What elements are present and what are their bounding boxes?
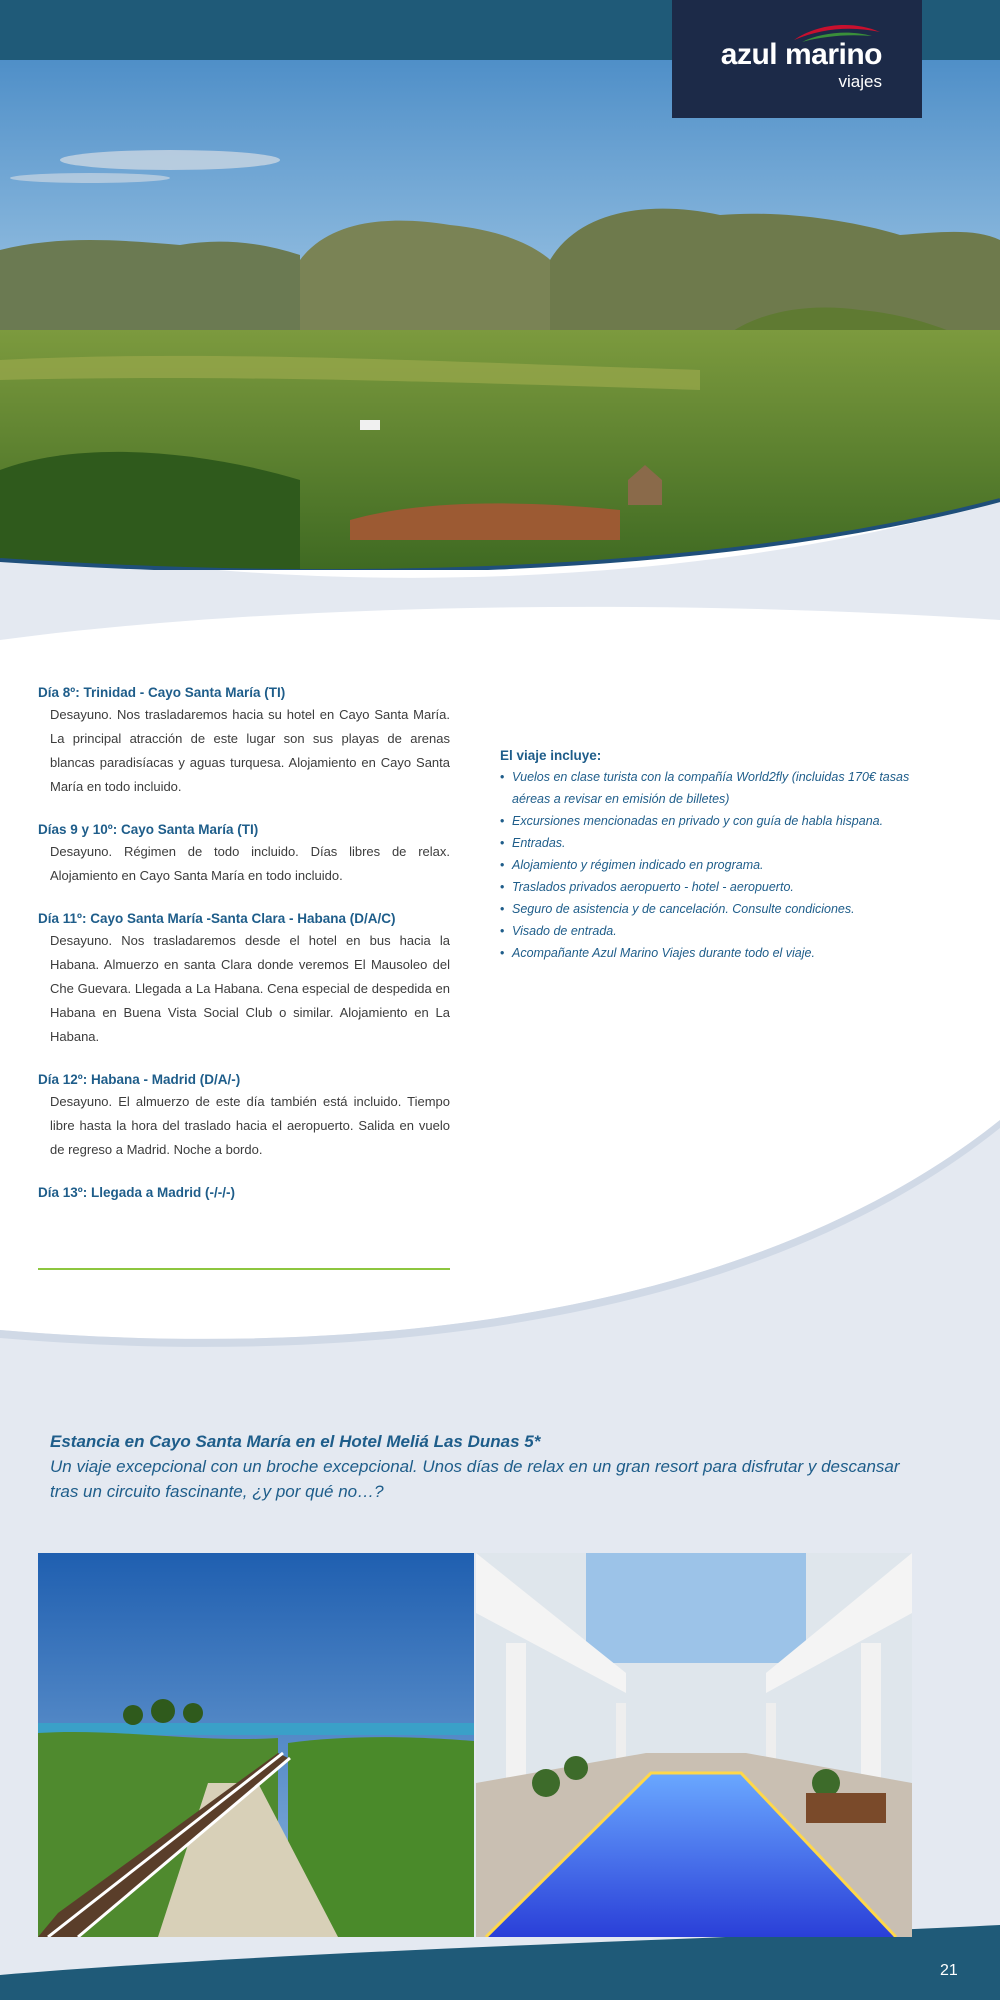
includes-title: El viaje incluye: bbox=[500, 748, 602, 763]
stay-section bbox=[50, 1430, 930, 1504]
includes-list bbox=[500, 766, 914, 964]
itinerary-day bbox=[38, 1183, 450, 1203]
stay-title: Estancia en Cayo Santa María en el Hotel Meliá Las Dunas 5* bbox=[50, 1432, 541, 1451]
resort-pool-image bbox=[476, 1553, 912, 1937]
includes-item: • Vuelos en clase turista con la compañía World2fly (incluidas 170€ tasas aéreas a revisar en emisión de billetes) bbox=[500, 766, 914, 810]
includes-item: • Entradas. bbox=[500, 832, 914, 854]
brand-name: azul marino bbox=[720, 38, 882, 71]
includes-item: • Acompañante Azul Marino Viajes durante todo el viaje. bbox=[500, 942, 914, 964]
green-divider bbox=[38, 1268, 450, 1270]
itinerary-day bbox=[38, 683, 450, 799]
beach-boardwalk-image bbox=[38, 1553, 474, 1937]
day-title: Día 12º: Habana - Madrid (D/A/-) bbox=[38, 1072, 241, 1087]
brand-sub: viajes bbox=[838, 72, 882, 91]
itinerary-day bbox=[38, 1070, 450, 1162]
includes-item: • Seguro de asistencia y de cancelación. Consulte condiciones. bbox=[500, 898, 914, 920]
includes-item: • Visado de entrada. bbox=[500, 920, 914, 942]
brand-logo[interactable] bbox=[672, 0, 922, 118]
itinerary-day bbox=[38, 909, 450, 1049]
day-body: Desayuno. Régimen de todo incluido. Días libres de relax. Alojamiento en Cayo Santa María en todo incluido. bbox=[50, 844, 450, 883]
itinerary-column bbox=[38, 683, 450, 1224]
includes-column bbox=[500, 746, 914, 964]
day-title: Día 11º: Cayo Santa María -Santa Clara - Habana (D/A/C) bbox=[38, 911, 396, 926]
stay-body: Un viaje excepcional con un broche excepcional. Unos días de relax en un gran resort para disfrutar y descansar tras un circuito fascinante, ¿y por qué no…? bbox=[50, 1457, 900, 1501]
page-number: 21 bbox=[940, 1962, 958, 1979]
includes-item: • Excursiones mencionadas en privado y con guía de habla hispana. bbox=[500, 810, 914, 832]
day-title: Día 13º: Llegada a Madrid (-/-/-) bbox=[38, 1185, 235, 1200]
day-body: Desayuno. Nos trasladaremos desde el hotel en bus hacia la Habana. Almuerzo en santa Clara donde veremos El Mausoleo del Che Guevara. Llegada a La Habana. Cena especial de despedida en Habana en Buena Vista Social Club o similar. Alojamiento en La Habana. bbox=[50, 933, 450, 1044]
day-title: Días 9 y 10º: Cayo Santa María (TI) bbox=[38, 822, 259, 837]
includes-item: • Traslados privados aeropuerto - hotel - aeropuerto. bbox=[500, 876, 914, 898]
day-body: Desayuno. El almuerzo de este día también está incluido. Tiempo libre hasta la hora del traslado hacia el aeropuerto. Salida en vuelo de regreso a Madrid. Noche a bordo. bbox=[50, 1094, 450, 1157]
hero-landscape-image bbox=[0, 60, 1000, 570]
day-title: Día 8º: Trinidad - Cayo Santa María (TI) bbox=[38, 685, 286, 700]
day-body: Desayuno. Nos trasladaremos hacia su hotel en Cayo Santa María. La principal atracción de este lugar son sus playas de arenas blancas paradisíacas y aguas turquesa. Alojamiento en Cayo Santa María en todo incluido. bbox=[50, 707, 450, 794]
itinerary-day bbox=[38, 820, 450, 888]
includes-item: • Alojamiento y régimen indicado en programa. bbox=[500, 854, 914, 876]
